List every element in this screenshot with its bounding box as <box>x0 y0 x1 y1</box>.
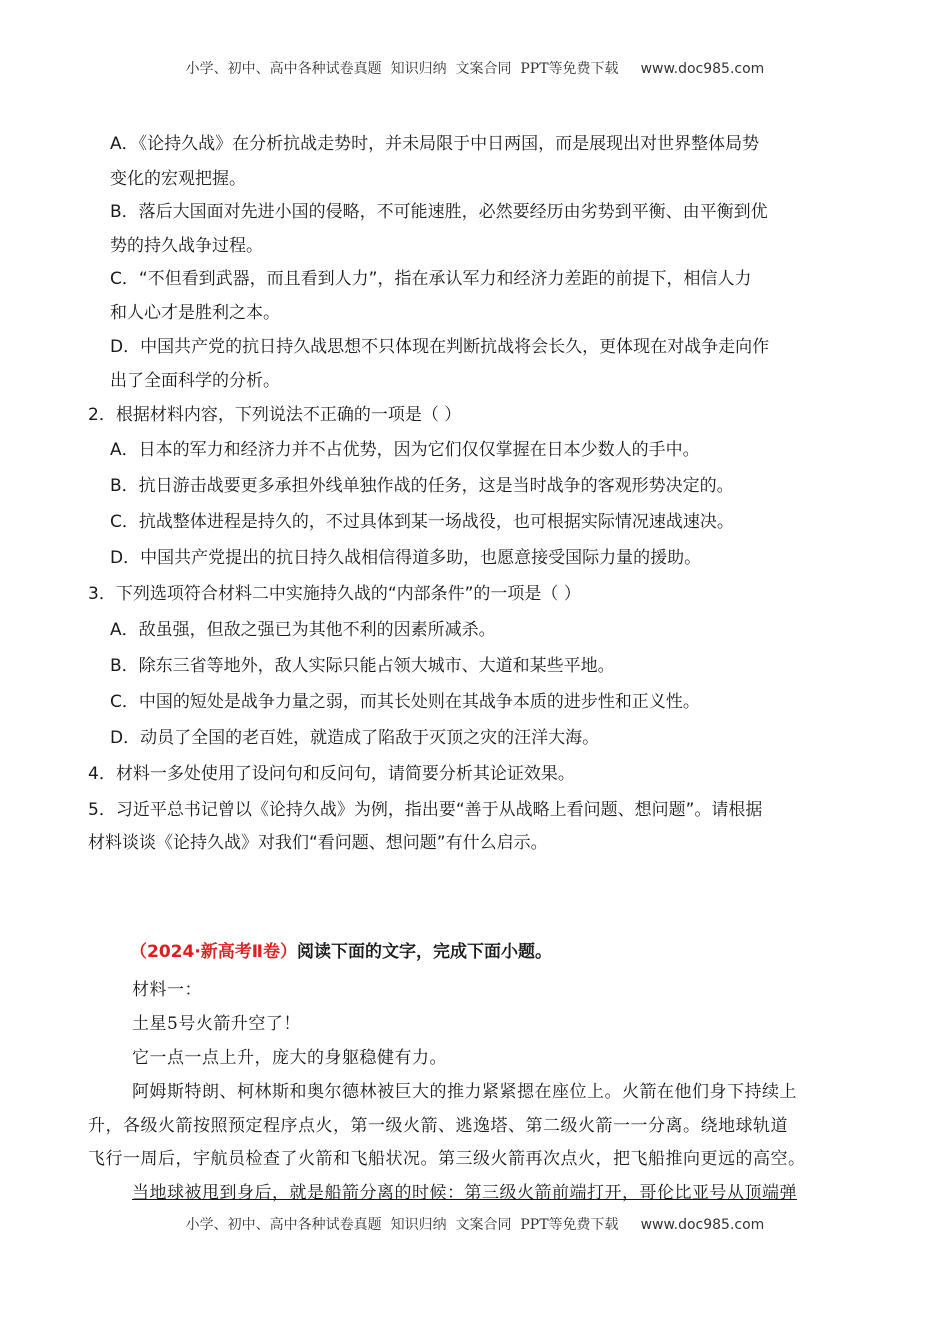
q1-option-b-line1: B．落后大国面对先进小国的侵略，不可能速胜，必然要经历由劣势到平衡、由平衡到优 <box>110 202 768 222</box>
section-heading <box>130 941 552 963</box>
header-url[interactable]: www.doc985.com <box>640 61 765 77</box>
passage-p3-line1: 阿姆斯特朗、柯林斯和奥尔德林被巨大的推力紧紧摁在座位上。火箭在他们身下持续上 <box>132 1082 797 1102</box>
q1-option-a-line2: 变化的宏观把握。 <box>110 169 246 189</box>
q1-option-d-line1: D．中国共产党的抗日持久战思想不只体现在判断抗战将会长久，更体现在对战争走向作 <box>110 337 770 357</box>
q2-stem: 2．根据材料内容，下列说法不正确的一项是（ ） <box>88 405 462 425</box>
q1-option-c-line1: C．“不但看到武器，而且看到人力”，指在承认军力和经济力差距的前提下，相信人力 <box>110 269 752 289</box>
passage-p4-line1: 当地球被甩到身后，就是船箭分离的时候：第三级火箭前端打开，哥伦比亚号从顶端弹 <box>132 1183 797 1203</box>
q1-option-a-line1: A．《论持久战》在分析抗战走势时，并未局限于中日两国，而是展现出对世界整体局势 <box>110 134 760 154</box>
q1-option-b-line2: 势的持久战争过程。 <box>110 236 263 256</box>
passage-p1: 土星5号火箭升空了！ <box>132 1014 301 1034</box>
header-text: 小学、初中、高中各种试卷真题 知识归纳 文案合同 PPT等免费下载 <box>185 61 619 77</box>
q3-option-c: C．中国的短处是战争力量之弱，而其长处则在其战争本质的进步性和正义性。 <box>110 692 700 712</box>
section-instruction: 阅读下面的文字，完成下面小题。 <box>296 942 552 962</box>
passage-p3-line3: 飞行一周后，宇航员检查了火箭和飞船状况。第三级火箭再次点火，把飞船推向更远的高空。 <box>88 1149 806 1169</box>
passage-p2: 它一点一点上升，庞大的身躯稳健有力。 <box>132 1048 447 1068</box>
passage-label: 材料一： <box>132 980 202 1000</box>
q3-option-d: D．动员了全国的老百姓，就造成了陷敌于灭顶之灾的汪洋大海。 <box>110 728 600 748</box>
q2-option-c: C．抗战整体进程是持久的，不过具体到某一场战役，也可根据实际情况速战速决。 <box>110 512 734 532</box>
q2-option-a: A．日本的军力和经济力并不占优势，因为它们仅仅掌握在日本少数人的手中。 <box>110 440 700 460</box>
q5-line2: 材料谈谈《论持久战》对我们“看问题、想问题”有什么启示。 <box>88 833 548 853</box>
page-header <box>0 58 950 78</box>
q2-option-d: D．中国共产党提出的抗日持久战相信得道多助，也愿意接受国际力量的援助。 <box>110 548 702 568</box>
footer-text: 小学、初中、高中各种试卷真题 知识归纳 文案合同 PPT等免费下载 <box>185 1217 619 1233</box>
section-source: （2024·新高考Ⅱ卷） <box>130 942 297 962</box>
q4-stem: 4．材料一多处使用了设问句和反问句，请简要分析其论证效果。 <box>88 764 575 784</box>
q3-option-b: B．除东三省等地外，敌人实际只能占领大城市、大道和某些平地。 <box>110 656 615 676</box>
q1-option-c-line2: 和人心才是胜利之本。 <box>110 303 280 323</box>
q3-stem: 3．下列选项符合材料二中实施持久战的“内部条件”的一项是（ ） <box>88 584 581 604</box>
footer-url[interactable]: www.doc985.com <box>640 1217 765 1233</box>
passage-p3-line2: 升，各级火箭按照预定程序点火，第一级火箭、逃逸塔、第二级火箭一一分离。绕地球轨道 <box>88 1116 788 1136</box>
page-footer <box>0 1214 950 1234</box>
q2-option-b: B．抗日游击战要更多承担外线单独作战的任务，这是当时战争的客观形势决定的。 <box>110 476 734 496</box>
q3-option-a: A．敌虽强，但敌之强已为其他不利的因素所减杀。 <box>110 620 496 640</box>
q1-option-d-line2: 出了全面科学的分析。 <box>110 371 280 391</box>
q5-line1: 5．习近平总书记曾以《论持久战》为例，指出要“善于从战略上看问题、想问题”。请根据 <box>88 800 763 820</box>
